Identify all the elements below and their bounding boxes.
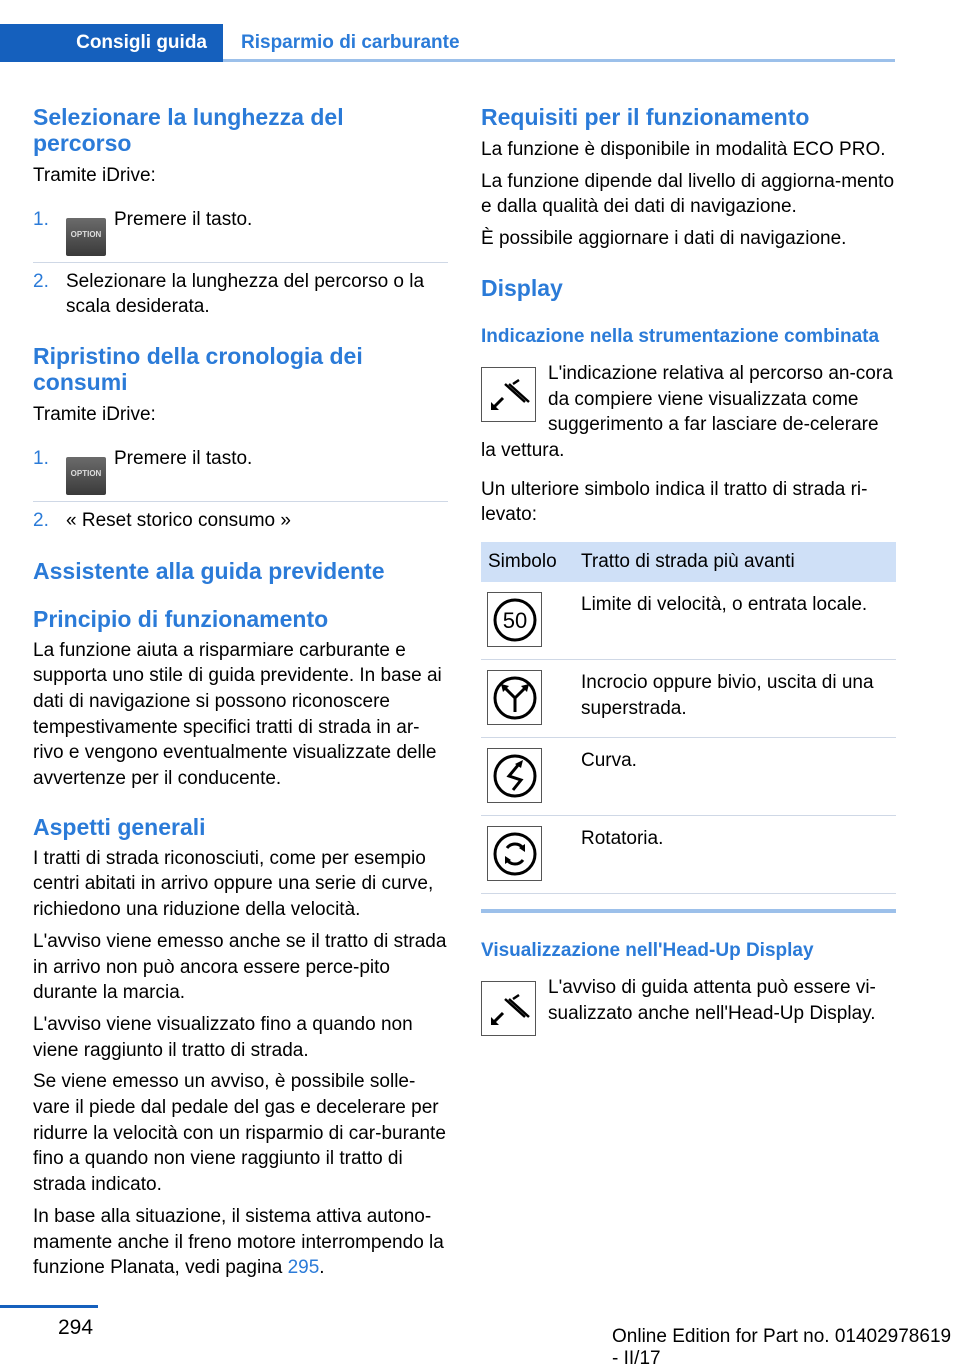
paragraph-text: In base alla situazione, il sistema attiva autono‐mamente anche il freno motore interrompendo la funzione Planata, vedi pagina [33, 1205, 444, 1279]
column-header: Tratto di strada più avanti [581, 542, 896, 582]
foot-off-gas-icon [481, 367, 536, 422]
tab-underline [223, 59, 895, 62]
paragraph: L'indicazione relativa al percorso an‐cora da compiere viene visualizzata come suggerimento a far lasciare de‐celerare la vettura. [481, 362, 893, 461]
speed-limit-50-icon [487, 592, 542, 647]
page-number: 294 [58, 1316, 94, 1339]
list-item [33, 446, 448, 501]
divider [33, 262, 448, 263]
paragraph: L'avviso viene visualizzato fino a quando non viene raggiunto il tratto di strada. [33, 1013, 413, 1061]
paragraph: Tramite iDrive: [33, 165, 156, 186]
step-text: Selezionare la lunghezza del percorso o la scala desiderata. [66, 270, 425, 318]
table-row [481, 582, 896, 660]
paragraph: La funzione è disponibile in modalità ECO PRO. [481, 139, 886, 160]
table-row [481, 660, 896, 738]
divider [33, 501, 448, 502]
paragraph: L'avviso viene emesso anche se il tratto di strada in arrivo non può ancora essere perce‐pito durante la marcia. [33, 930, 447, 1004]
header-tabbar [0, 0, 895, 62]
paragraph: Se viene emesso un avviso, è possibile solle‐vare il piede dal pedale del gas e decelerare per ridurre la velocità con un risparmio di car‐burante fino a quando non viene raggiunto il tratto di strada indicato. [33, 1071, 446, 1196]
step-number: 1. [33, 447, 49, 469]
heading-requisiti: Requisiti per il funzionamento [481, 104, 810, 130]
table-cell: Rotatoria. [581, 816, 896, 894]
footer-rule [0, 1305, 98, 1308]
heading-assistente: Assistente alla guida previdente [33, 557, 385, 584]
step-number: 1. [33, 208, 49, 230]
heading-lunghezza-percorso: Selezionare la lunghezza del percorso [33, 104, 344, 156]
tab-consigli-guida[interactable]: Consigli guida [0, 24, 223, 62]
paragraph: La funzione aiuta a risparmiare carburante e supporta uno stile di guida previdente. In base ai dati di navigazione si possono riconoscere tempestivamente specifici tratti di strada in ar‐rivo e vengono eventualmente visualizzate delle avvertenze per il conducente. [33, 639, 442, 790]
paragraph [33, 1204, 448, 1281]
step-text: Premere il tasto. [114, 208, 253, 230]
speed-limit-value: 50 [502, 607, 527, 633]
paragraph: È possibile aggiornare i dati di navigazione. [481, 228, 847, 250]
heading-head-up-display: Visualizzazione nell'Head-Up Display [481, 940, 814, 962]
step-text: Premere il tasto. [114, 447, 253, 469]
table-header [481, 542, 896, 582]
right-column [481, 100, 896, 1040]
option-button-icon: OPTION [66, 457, 106, 495]
tab-risparmio-carburante[interactable]: Risparmio di carburante [241, 32, 460, 53]
paragraph: I tratti di strada riconosciuti, come per esempio centri abitati in arrivo oppure una serie di curve, richiedono una riduzione della velocità. [33, 847, 434, 921]
foot-off-gas-icon [481, 981, 536, 1036]
heading-display: Display [481, 274, 563, 301]
heading-ripristino: Ripristino della cronologia dei consumi [33, 343, 363, 396]
cluster-indication [481, 361, 896, 464]
list-item [33, 508, 448, 534]
steps-list [33, 207, 448, 320]
left-column [33, 100, 448, 1281]
curve-icon [487, 748, 542, 803]
table-row [481, 738, 896, 816]
paragraph: La funzione dipende dal livello di aggiorna‐mento e dalla qualità dei dati di navigazione. [481, 170, 895, 218]
paragraph: L'avviso di guida attenta può essere vi‐sualizzato anche nell'Head-Up Display. [548, 977, 876, 1024]
page-link[interactable]: 295 [287, 1257, 320, 1279]
step-text: « Reset storico consumo » [66, 509, 291, 531]
table-cell: Curva. [581, 738, 896, 816]
list-item [33, 207, 448, 262]
step-number: 2. [33, 270, 49, 292]
step-number: 2. [33, 509, 49, 531]
paragraph: Un ulteriore simbolo indica il tratto di strada ri‐levato: [481, 478, 868, 526]
table-cell: Limite di velocità, o entrata locale. [581, 582, 896, 660]
table-bottom-rule [481, 909, 896, 913]
table-cell: Incrocio oppure bivio, uscita di una superstrada. [581, 660, 896, 738]
symbol-table [481, 542, 896, 894]
edition-note: Online Edition for Part no. 01402978619 - II/17 [612, 1326, 952, 1369]
table-row [481, 816, 896, 894]
heading-aspetti-generali: Aspetti generali [33, 813, 206, 840]
roundabout-icon [487, 826, 542, 881]
heading-principio: Principio di funzionamento [33, 605, 329, 632]
paragraph: Tramite iDrive: [33, 404, 156, 426]
hud-indication [481, 975, 896, 1040]
option-button-icon: OPTION [66, 218, 106, 256]
steps-list [33, 446, 448, 534]
junction-icon [487, 670, 542, 725]
column-header: Simbolo [481, 542, 581, 582]
paragraph-end: . [319, 1257, 325, 1279]
heading-strumentazione: Indicazione nella strumentazione combinata [481, 325, 880, 347]
list-item [33, 269, 448, 320]
